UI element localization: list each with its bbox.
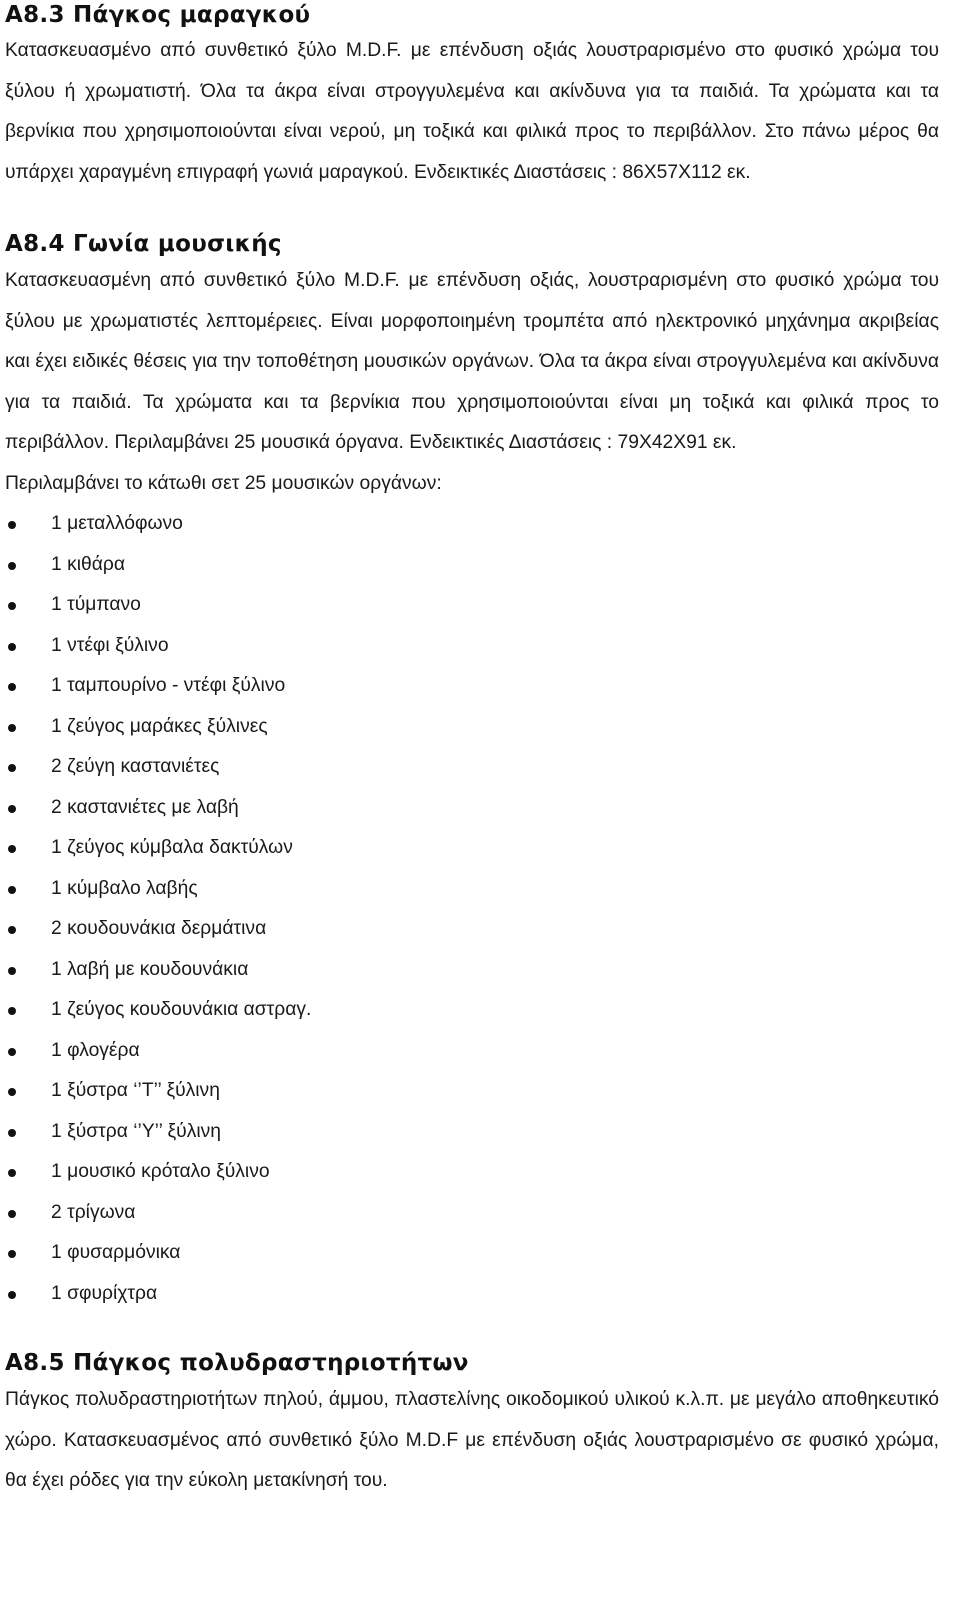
list-item-text: 1 μεταλλόφωνο	[51, 513, 183, 534]
list-item	[5, 828, 939, 869]
list-item	[5, 504, 939, 545]
bullet-icon	[8, 1007, 16, 1015]
list-item-text: 1 κύμβαλο λαβής	[51, 877, 198, 899]
list-item-text: 1 ζεύγος κουδουνάκια αστραγ.	[51, 999, 312, 1020]
section-a8-5-text: Πάγκος πολυδραστηριοτήτων πηλού, άμμου, πλαστελίνης οικοδομικού υλικού κ.λ.π. με μεγάλο αποθηκευτικό χώρο. Κατασκευασμένος από συνθετικό ξύλο M.D.F με επένδυση οξιάς λουστραρισμένο σε φυσικό χρώμα, θα έχει ρόδες για την εύκολη μετακίνησή του.	[5, 1389, 939, 1491]
section-a8-4-text: Κατασκευασμένη από συνθετικό ξύλο M.D.F. με επένδυση οξιάς, λουστραρισμένη στο φυσικό χρώμα του ξύλου με χρωματιστές λεπτομέρειες. Είναι μορφοποιημένη τρομπέτα από ηλεκτρονικό μηχάνημα ακριβείας και έχει ειδικές θέσεις για την τοποθέτηση μουσικών οργάνων. Όλα τα άκρα είναι στρογγυλεμένα και ακίνδυνα για τα παιδιά. Τα χρώματα και τα βερνίκια που χρησιμοποιούνται είναι μη τοξικά και φιλικά προς το περιβάλλον. Περιλαμβάνει 25 μουσικά όργανα. Ενδεικτικές Διαστάσεις : 79Χ42Χ91 εκ.	[5, 270, 939, 453]
bullet-icon	[8, 602, 16, 610]
list-item	[5, 950, 939, 991]
list-item	[5, 626, 939, 667]
list-item	[5, 909, 939, 950]
bullet-icon	[8, 1210, 16, 1218]
bullet-icon	[8, 886, 16, 894]
bullet-icon	[8, 521, 16, 529]
list-item	[5, 1152, 939, 1193]
bullet-icon	[8, 683, 16, 691]
list-item-text: 1 ζεύγος κύμβαλα δακτύλων	[51, 837, 293, 858]
list-item	[5, 1233, 939, 1274]
list-item-text: 1 ξύστρα ‘’Υ’’ ξύλινη	[51, 1120, 222, 1142]
bullet-icon	[8, 845, 16, 853]
bullet-icon	[8, 1250, 16, 1258]
list-item-text: 1 ντέφι ξύλινο	[51, 634, 169, 656]
bullet-icon	[8, 805, 16, 813]
list-item-text: 1 φυσαρμόνικα	[51, 1242, 181, 1263]
list-item	[5, 1031, 939, 1072]
bullet-icon	[8, 1088, 16, 1096]
list-item-text: 1 λαβή με κουδουνάκια	[51, 958, 249, 980]
bullet-icon	[8, 643, 16, 651]
bullet-icon	[8, 926, 16, 934]
bullet-icon	[8, 724, 16, 732]
bullet-icon	[8, 764, 16, 772]
list-item	[5, 1112, 939, 1153]
list-item-text: 2 κουδουνάκια δερμάτινα	[51, 918, 267, 939]
list-item	[5, 1071, 939, 1112]
list-item	[5, 788, 939, 829]
section-heading-a8-3: A8.3 Πάγκος μαραγκού	[5, 2, 311, 28]
section-heading-a8-4: A8.4 Γωνία μουσικής	[5, 231, 282, 257]
list-item-text: 1 ζεύγος μαράκες ξύλινες	[51, 715, 268, 737]
bullet-icon	[8, 967, 16, 975]
list-item-text: 1 ξύστρα ‘’Τ’’ ξύλινη	[51, 1080, 220, 1101]
list-item	[5, 747, 939, 788]
list-item-text: 1 κιθάρα	[51, 553, 125, 575]
section-heading-a8-5: A8.5 Πάγκος πολυδραστηριοτήτων	[5, 1350, 469, 1376]
list-item-text: 2 τρίγωνα	[51, 1201, 136, 1223]
list-item	[5, 1193, 939, 1234]
bullet-icon	[8, 1048, 16, 1056]
list-item	[5, 990, 939, 1031]
list-item-text: 1 τύμπανο	[51, 594, 141, 615]
instrument-list-intro: Περιλαμβάνει το κάτωθι σετ 25 μουσικών οργάνων:	[5, 472, 442, 494]
section-a8-3-text: Κατασκευασμένο από συνθετικό ξύλο M.D.F. με επένδυση οξιάς λουστραρισμένο στο φυσικό χρώμα του ξύλου ή χρωματιστή. Όλα τα άκρα είναι στρογγυλεμένα και ακίνδυνα για τα παιδιά. Τα χρώματα και τα βερνίκια που χρησιμοποιούνται είναι νερού, μη τοξικά και φιλικά προς το περιβάλλον. Στο πάνω μέρος θα υπάρχει χαραγμένη επιγραφή γωνιά μαραγκού. Ενδεικτικές Διαστάσεις : 86Χ57Χ112 εκ.	[5, 40, 939, 183]
bullet-icon	[8, 1129, 16, 1137]
list-item-text: 1 σφυρίχτρα	[51, 1282, 158, 1304]
list-item	[5, 545, 939, 586]
bullet-icon	[8, 562, 16, 570]
list-item	[5, 1274, 939, 1315]
list-item-text: 1 φλογέρα	[51, 1039, 140, 1061]
bullet-icon	[8, 1169, 16, 1177]
list-item-text: 2 ζεύγη καστανιέτες	[51, 756, 220, 777]
list-item-text: 1 ταμπουρίνο - ντέφι ξύλινο	[51, 675, 286, 696]
list-item-text: 2 καστανιέτες με λαβή	[51, 796, 239, 818]
document-page	[5, 0, 939, 1502]
instrument-list	[5, 504, 939, 1314]
list-item	[5, 585, 939, 626]
list-item	[5, 666, 939, 707]
bullet-icon	[8, 1291, 16, 1299]
list-item	[5, 869, 939, 910]
list-item-text: 1 μουσικό κρόταλο ξύλινο	[51, 1161, 270, 1182]
list-item	[5, 707, 939, 748]
